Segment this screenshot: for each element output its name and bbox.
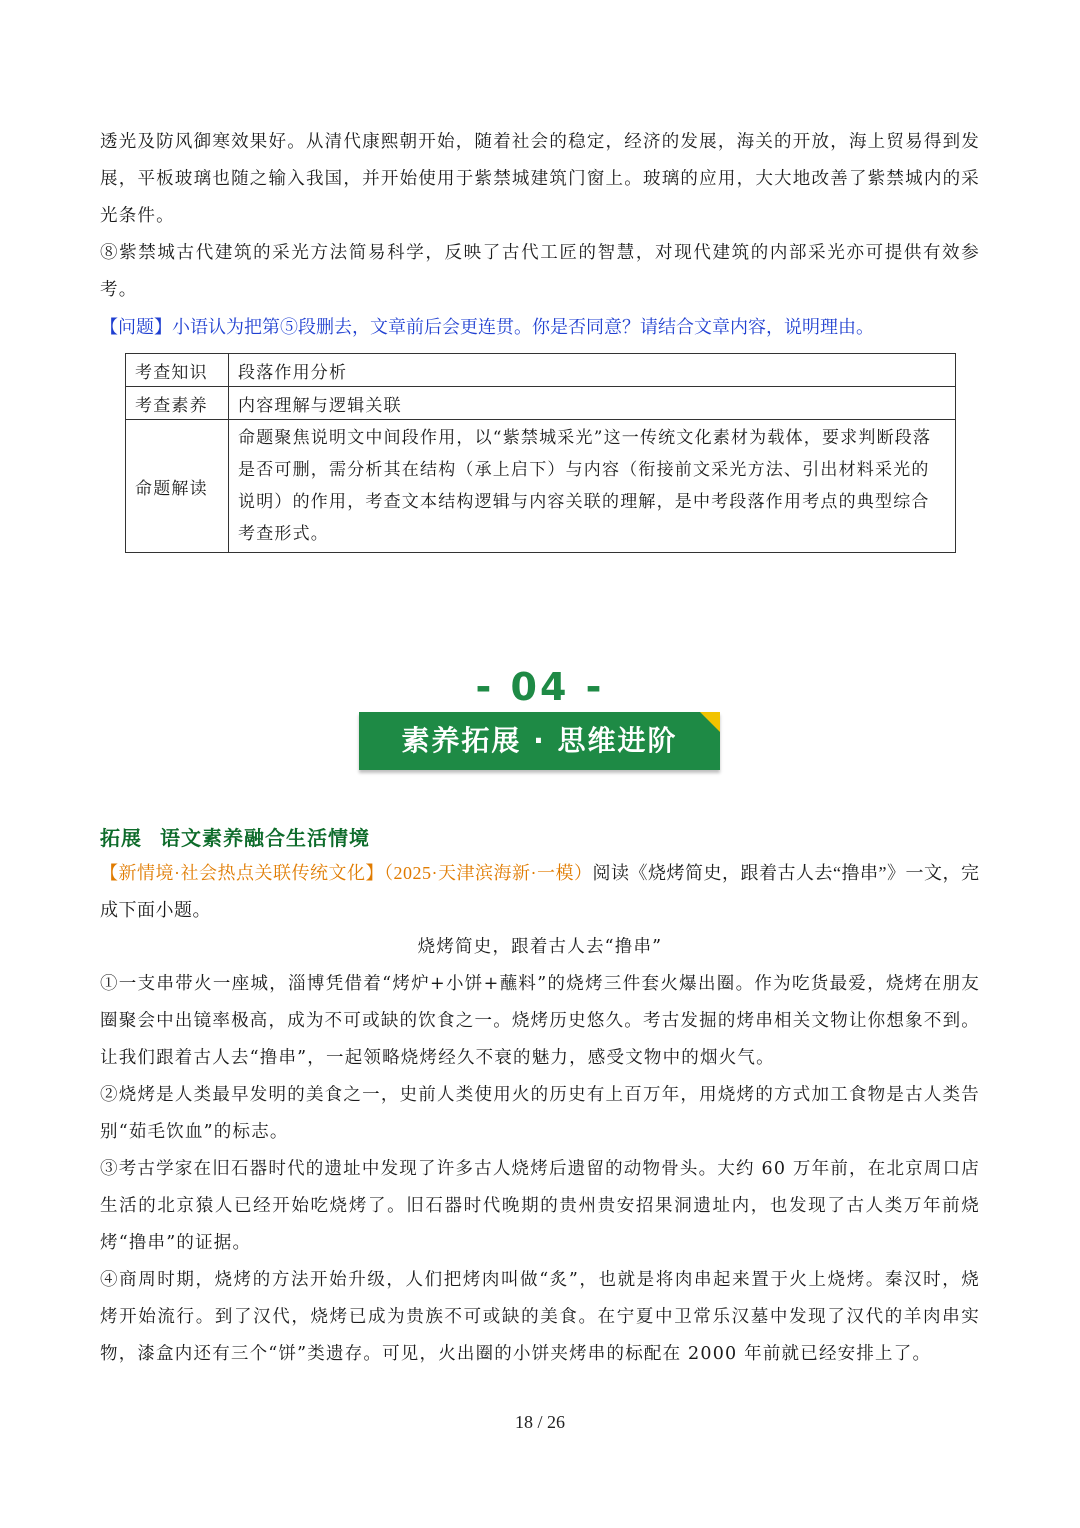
intro-text: 阅读《烧烤简史，跟着古人去“撸串”》一文，完成下面小题。 [100,863,980,920]
page-number: 18 / 26 [514,1412,565,1432]
banner-title: 素养拓展 · 思维进阶 [401,724,678,757]
article-block [100,855,980,1373]
article-paragraph-2: ②烧烤是人类最早发明的美食之一，史前人类使用火的历史有上百万年，用烧烤的方式加工食物是古人类告别“茹毛饮血”的标志。 [100,1085,980,1142]
paragraph-8: ⑧紫禁城古代建筑的采光方法简易科学，反映了古代工匠的智慧，对现代建筑的内部采光亦可提供有效参考。 [100,243,980,300]
table-row [126,354,956,387]
article-paragraph-1: ①一支串带火一座城，淄博凭借着“烤炉+小饼+蘸料”的烧烤三件套火爆出圈。作为吃货最爱，烧烤在朋友圈聚会中出镜率极高，成为不可或缺的饮食之一。烧烤历史悠久。考古发掘的烤串相关文物让你想象不到。让我们跟着古人去“撸串”，一起领略烧烤经久不衰的魅力，感受文物中的烟火气。 [100,974,980,1068]
analysis-table [125,353,956,553]
paragraph-7-continued: 透光及防风御寒效果好。从清代康熙朝开始，随着社会的稳定，经济的发展，海关的开放，海上贸易得到发展，平板玻璃也随之输入我国，并开始使用于紫禁城建筑门窗上。玻璃的应用，大大地改善了紫禁城内的采光条件。 [100,132,980,226]
exam-source: （2025·天津滨海新·一模） [384,863,593,883]
table-key-cell: 考查知识 [126,354,229,387]
extension-heading [100,822,370,851]
article-title: 烧烤简史，跟着古人去“撸串” [417,937,663,957]
question-text: 【问题】小语认为把第⑤段删去，文章前后会更连贯。你是否同意？请结合文章内容，说明理由。 [100,317,874,337]
article-paragraph-4: ④商周时期，烧烤的方法开始升级，人们把烤肉叫做“炙”，也就是将肉串起来置于火上烧烤。秦汉时，烧烤开始流行。到了汉代，烧烤已成为贵族不可或缺的美食。在宁夏中卫常乐汉墓中发现了汉代的羊肉串实物，漆盒内还有三个“饼”类遗存。可见，火出圈的小饼夹烤串的标配在 2000 年前就已经安排上了。 [100,1270,980,1364]
table-row [126,420,956,553]
table-key-cell: 命题解读 [126,420,229,553]
extension-label: 拓展 [100,826,142,850]
section-banner [359,712,720,770]
article-paragraph-3: ③考古学家在旧石器时代的遗址中发现了许多古人烧烤后遗留的动物骨头。大约 60 万年前，在北京周口店生活的北京猿人已经开始吃烧烤了。旧石器时代晚期的贵州贵安招果洞遗址内，也发现了古人类万年前烧烤“撸串”的证据。 [100,1159,980,1253]
extension-title: 语文素养融合生活情境 [160,826,370,850]
table-value-cell: 命题聚焦说明文中间段作用，以“紫禁城采光”这一传统文化素材为载体，要求判断段落是否可删，需分析其在结构（承上启下）与内容（衔接前文采光方法、引出材料采光的说明）的作用，考查文本结构逻辑与内容关联的理解，是中考段落作用考点的典型综合考查形式。 [229,420,956,553]
table-value-cell: 段落作用分析 [229,354,956,387]
extension-intro [100,855,980,929]
top-text-block [100,124,980,346]
table-key-cell: 考查素养 [126,387,229,420]
table-row [126,387,956,420]
table-value-cell: 内容理解与逻辑关联 [229,387,956,420]
situation-tag: 【新情境·社会热点关联传统文化】 [100,863,384,883]
section-number: - 04 - [475,665,605,709]
